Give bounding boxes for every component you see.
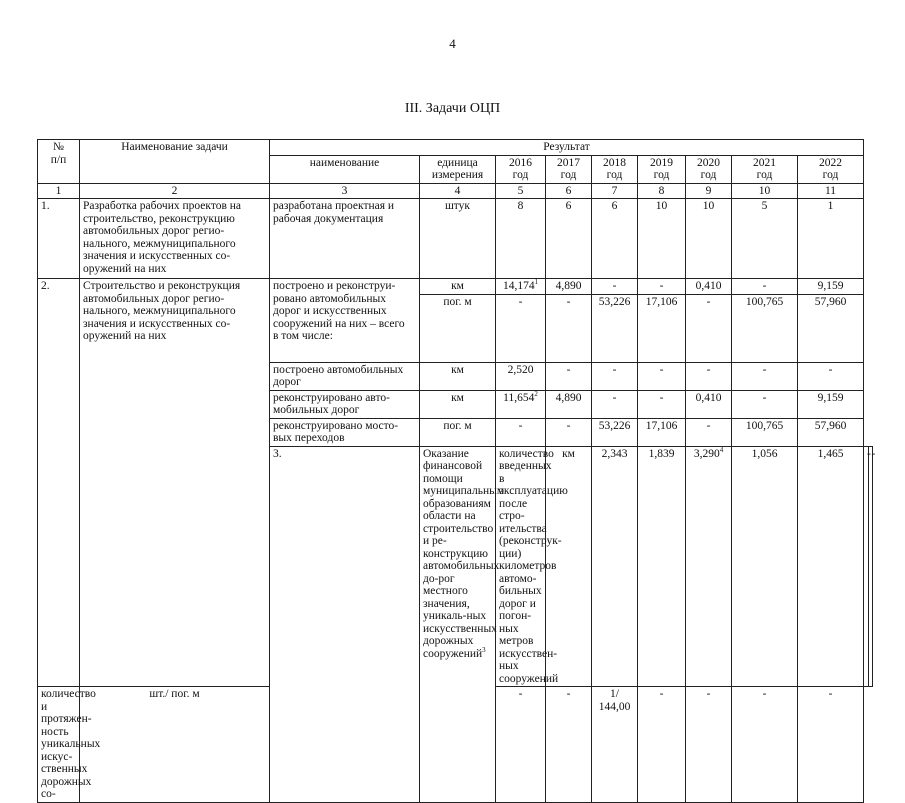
result-unit: км: [546, 446, 592, 687]
task-name: Строительство и реконструкция автомобильных дорог регио-нального, межмуниципального значения и искусственных со-оружений на них: [80, 279, 270, 687]
value-cell: -: [496, 687, 546, 803]
col-number: 4: [420, 183, 496, 199]
value-cell: [496, 279, 546, 295]
result-unit: шт./ пог. м: [80, 687, 270, 803]
tasks-table: [37, 139, 876, 803]
result-unit: пог. м: [420, 294, 496, 362]
value-cell: -: [732, 687, 798, 803]
col-number: 5: [496, 183, 546, 199]
value-cell: [686, 446, 732, 687]
value-cell: 57,960: [798, 294, 864, 362]
header-year: 2016 год: [496, 155, 546, 183]
value-cell: -: [686, 687, 732, 803]
value-cell: -: [686, 362, 732, 390]
value-cell: -: [546, 294, 592, 362]
value-cell: 6: [546, 199, 592, 279]
result-name: разработана проектная и рабочая документация: [270, 199, 420, 279]
value-cell: 1,056: [732, 446, 798, 687]
value-cell: -: [496, 294, 546, 362]
value-cell: -: [546, 418, 592, 446]
value-text: 14,174: [502, 280, 535, 292]
value-cell: 10: [686, 199, 732, 279]
col-number: 8: [638, 183, 686, 199]
result-unit: км: [420, 279, 496, 295]
value-cell: 17,106: [638, 294, 686, 362]
result-name: реконструировано авто-мобильных дорог: [270, 390, 420, 418]
value-cell: -: [496, 418, 546, 446]
value-cell: -: [864, 446, 868, 687]
value-cell: 5: [732, 199, 798, 279]
value-cell: -: [686, 294, 732, 362]
header-result: Результат: [270, 140, 864, 156]
value-cell: 1,839: [638, 446, 686, 687]
value-cell: [496, 390, 546, 418]
value-cell: 8: [496, 199, 546, 279]
col-number: 7: [592, 183, 638, 199]
value-cell: -: [798, 362, 864, 390]
col-number: 1: [38, 183, 80, 199]
value-text: 11,654: [503, 391, 535, 404]
footnote-mark: 1: [534, 278, 539, 287]
task-name: Разработка рабочих проектов на строительство, реконструкцию автомобильных дорог регио-нального, межмуниципального значения и искусственных со-оружений на них: [80, 199, 270, 279]
header-task-name: Наименование задачи: [80, 140, 270, 184]
value-cell: -: [546, 687, 592, 803]
value-cell: -: [732, 279, 798, 295]
value-cell: -: [686, 418, 732, 446]
header-year: 2020 год: [686, 155, 732, 183]
value-cell: 17,106: [638, 418, 686, 446]
page-number: 4: [449, 36, 456, 51]
header-year: 2021 год: [732, 155, 798, 183]
col-number: 11: [798, 183, 864, 199]
value-cell: -: [592, 390, 638, 418]
value-cell: 1,465: [798, 446, 864, 687]
col-number: 3: [270, 183, 420, 199]
col-number: 10: [732, 183, 798, 199]
header-year: 2019 год: [638, 155, 686, 183]
col-number: 9: [686, 183, 732, 199]
header-num: № п/п: [38, 140, 80, 184]
value-cell: -: [546, 362, 592, 390]
value-cell: -: [638, 362, 686, 390]
value-cell: 2,343: [592, 446, 638, 687]
value-cell: 10: [638, 199, 686, 279]
result-name: построено автомобильных дорог: [270, 362, 420, 390]
row-num: 3.: [270, 446, 420, 802]
footnote-mark: 4: [719, 445, 724, 454]
value-cell: 2,520: [496, 362, 546, 390]
value-cell: 53,226: [592, 418, 638, 446]
task-name: [420, 446, 505, 802]
header-unit: единица измерения: [420, 155, 496, 183]
value-cell: -: [732, 362, 798, 390]
result-unit: пог. м: [420, 418, 496, 446]
value-cell: -: [732, 390, 798, 418]
value-cell: 9,159: [798, 390, 864, 418]
result-name: количество введенных в эксплуатацию после стро-ительства (реконструк-ции) километров автомо-бильных дорог и погон-ных метров искусствен-ных сооружений: [496, 446, 546, 687]
value-cell: 100,765: [732, 294, 798, 362]
value-cell: -: [638, 279, 686, 295]
value-cell: 1/ 144,00: [592, 687, 638, 803]
section-title: III. Задачи ОЦП: [404, 101, 501, 116]
result-name: построено и реконструи-рованo автомобильных дорог и искусственных сооружений на них – всего в том числе:: [270, 279, 420, 363]
row-num: 1.: [38, 199, 80, 279]
result-unit: км: [420, 390, 496, 418]
result-unit: штук: [420, 199, 496, 279]
row-num: 2.: [38, 279, 80, 687]
value-cell: 6: [592, 199, 638, 279]
footnote-mark: 2: [534, 389, 538, 398]
value-text: 3,290: [693, 447, 720, 460]
value-cell: 0,410: [686, 279, 732, 295]
value-cell: -: [592, 279, 638, 295]
value-cell: 100,765: [732, 418, 798, 446]
result-name: количество и протяжен-ность уникальных искус-ственных дорожных со-: [38, 687, 80, 803]
value-cell: 57,960: [798, 418, 864, 446]
value-cell: 9,159: [798, 279, 864, 295]
header-year: 2017 год: [546, 155, 592, 183]
value-cell: 1: [798, 199, 864, 279]
col-number: 2: [80, 183, 270, 199]
value-cell: 53,226: [592, 294, 638, 362]
value-cell: 0,410: [686, 390, 732, 418]
header-year: 2022 год: [798, 155, 864, 183]
col-number: 6: [546, 183, 592, 199]
value-cell: 4,890: [546, 390, 592, 418]
value-cell: -: [798, 687, 864, 803]
header-year: 2018 год: [592, 155, 638, 183]
task-text: Оказание финансовой помощи муниципальным образованиям области на строительство и ре-конструкцию автомобильных до-рог местного значения, уникаль-ных искусственных дорожных сооружений: [423, 447, 505, 660]
value-cell: 4,890: [546, 279, 592, 295]
result-unit: км: [420, 362, 496, 390]
header-name: наименование: [270, 155, 420, 183]
result-name: реконструировано мосто-вых переходов: [270, 418, 420, 446]
value-cell: -: [638, 390, 686, 418]
value-cell: -: [592, 362, 638, 390]
value-cell: -: [638, 687, 686, 803]
footnote-mark: 3: [482, 645, 486, 654]
value-cell: -: [868, 446, 873, 687]
